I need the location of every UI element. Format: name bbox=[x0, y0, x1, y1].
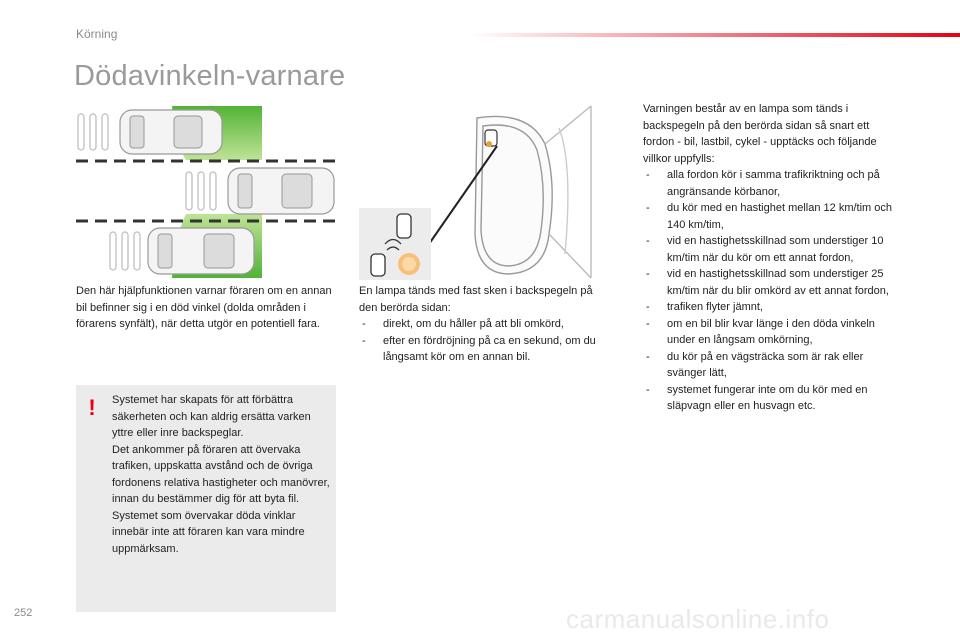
side-mirror-illustration bbox=[359, 104, 611, 280]
list-item: - vid en hastighetsskillnad som understiger 25 km/tim när du blir omkörd av ett annat fordon, bbox=[646, 268, 889, 297]
conditions-section bbox=[643, 101, 898, 415]
header-accent-bar bbox=[470, 33, 960, 37]
blind-spot-cars-illustration bbox=[76, 104, 338, 280]
watermark: carmanualsonline.info bbox=[566, 604, 830, 634]
list-item: - efter en fördröjning på ca en sekund, om du långsamt kör om en annan bil. bbox=[362, 334, 596, 363]
list-item: - systemet fungerar inte om du kör med en släpvagn eller en husvagn etc. bbox=[646, 383, 868, 412]
exclamation-icon: ! bbox=[88, 395, 96, 420]
conditions-intro: Varningen består av en lampa som tänds i backspegeln på den berörda sidan så snart ett fordon - bil, lastbil, cykel - upptäcks och följande villkor uppfylls: bbox=[643, 103, 877, 165]
car-top-view-icon bbox=[78, 114, 108, 150]
intro-paragraph: Den här hjälpfunktionen varnar föraren om en annan bil befinner sig i en död vinkel (dolda områden i förarens synfält), när detta utgör en potentiell fara. bbox=[76, 285, 332, 330]
lamp-section bbox=[359, 283, 609, 366]
list-item: - vid en hastighetsskillnad som understiger 10 km/tim när du kör om ett annat fordon, bbox=[646, 235, 884, 264]
warning-paragraph: Systemet har skapats för att förbättra säkerheten och kan aldrig ersätta varken yttre eller inre backspeglar. bbox=[112, 394, 311, 439]
header-section: Körning bbox=[76, 27, 118, 41]
lamp-intro: En lampa tänds med fast sken i backspegeln på den berörda sidan: bbox=[359, 285, 593, 314]
page-number: 252 bbox=[14, 607, 33, 619]
list-item: - du kör på en vägsträcka som är rak eller svänger lätt, bbox=[646, 350, 864, 379]
warning-box bbox=[76, 385, 336, 612]
car-top-view-icon bbox=[228, 168, 334, 214]
list-item: - trafiken flyter jämnt, bbox=[646, 301, 763, 313]
list-item: - om en bil blir kvar länge i den döda vinkeln under en långsam omkörning, bbox=[646, 317, 875, 346]
list-item: - du kör med en hastighet mellan 12 km/tim och 140 km/tim, bbox=[646, 202, 893, 231]
lamp-list bbox=[359, 316, 609, 366]
warning-paragraph: Systemet som övervakar döda vinklar innebär inte att föraren kan vara mindre uppmärksam. bbox=[112, 509, 305, 555]
warning-paragraph: Det ankommer på föraren att övervaka trafiken, uppskatta avstånd och de övriga fordonens relativa hastigheter och manövrer, innan du bestämmer dig för att byta fil. bbox=[112, 443, 330, 505]
conditions-list bbox=[643, 167, 898, 415]
page-title: Dödavinkeln-varnare bbox=[74, 60, 346, 92]
list-item: - alla fordon kör i samma trafikriktning och på angränsande körbanor, bbox=[646, 169, 880, 198]
blind-spot-lamp-icon bbox=[485, 130, 497, 147]
list-item: - direkt, om du håller på att bli omkörd, bbox=[362, 318, 564, 330]
warning-text bbox=[112, 392, 330, 557]
car-top-view-icon bbox=[148, 228, 254, 274]
car-top-view-icon bbox=[120, 110, 222, 154]
